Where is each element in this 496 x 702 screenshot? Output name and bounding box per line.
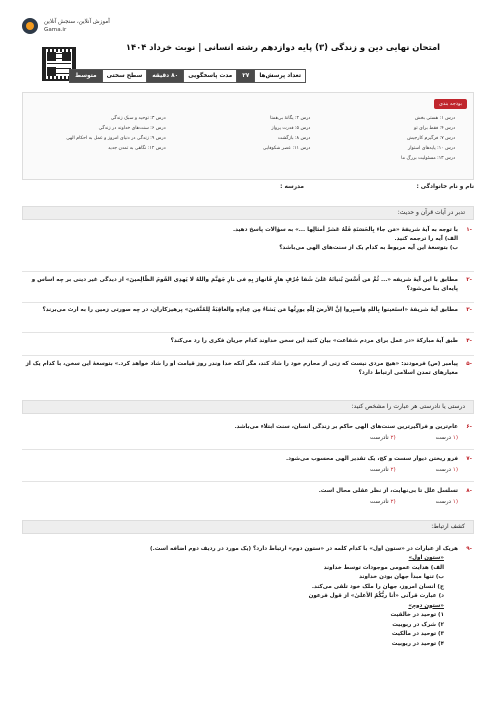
topic-item [33, 155, 166, 162]
topic-item: درس ۶: سنت‌های خداوند در زندگی [98, 126, 166, 131]
school-label: مدرسه : [280, 184, 304, 190]
gama-logo-icon [22, 18, 38, 34]
question-4: -۴ طبق آیهٔ مبارکهٔ «در عمل برای مردم شفاعت» بیان کنید این سخن خداوند کدام جریان فکری را رد می‌کند؟ [170, 338, 472, 344]
section-quran-hadith: تدبر در آیات قرآن و حدیث: [22, 206, 474, 220]
topic-item: درس ۷: فرگیرم کارجیش [407, 136, 455, 141]
topic-item: درس ۱۳: مسئولیت بزرگ ما [401, 156, 455, 161]
topic-item: درس ۲: یگانهٔ بی‌همتا [270, 116, 311, 121]
option-true[interactable]: (۱ درست [435, 499, 458, 505]
topics-badge: بودجه بندی [434, 99, 467, 109]
brand-site: Gama.ir [44, 27, 67, 33]
option-false[interactable]: (۲ نادرست [370, 499, 396, 505]
topics-box [22, 92, 474, 180]
question-1: -۱ با توجه به آیهٔ شریفهٔ «مَن جاءَ بِالحَسَنَةِ فَلَهُ عَشرُ أمثالِها ...» به سؤالات پاسخ دهید. الف) آیه را ترجمه کنید. ب) بتوسعهٔ این آیه مربوط به کدام یک از سنت‌های الهی می‌باشد؟ [233, 227, 472, 251]
topic-item: درس ۴: فقط برای تو [414, 126, 455, 131]
question-9: -۹ هریک از عبارات در «ستون اول» با کدام کلمه در «ستون دوم» ارتباط دارد؟ (یک مورد در ردیف دوم اضافه است.) «ستون اول» الف) هدایت عمومی موجودات توسط خداوند ب) تنها مبدأ جهان بودن خداوند ج) انسان امروز، جهان را ملک خود تلقی می‌کند. د) عبارت قرآنی «أنا ربُّکُمُ الأعلیٰ» از قول فرعون «ستون دوم» ۱) توحید در خالقیت ۲) شرک در ربوبیت ۳) توحید در مالکیت ۴) توحید در ربوبیت [22, 545, 474, 649]
option-false[interactable]: (۲ نادرست [370, 435, 396, 441]
topic-item: درس ۹: زندگی در دنیای امروز و عمل به احکام الهی [66, 136, 166, 141]
topic-item: درس ۱۲: نگاهی به تمدن جدید [108, 146, 166, 151]
stat-duration: مدت پاسخگویی ۸۰ دقیقه [146, 70, 236, 82]
topic-item [178, 155, 311, 162]
topics-list [33, 115, 455, 162]
option-false[interactable]: (۲ نادرست [370, 467, 396, 473]
student-info-row [22, 184, 474, 190]
question-8: -۸ تسلسل علل تا بی‌نهایت، از نظر عقلی محال است. (۱ درست (۲ نادرست [22, 487, 474, 507]
section-matching: کشف ارتباط: [22, 520, 474, 534]
brand[interactable] [22, 18, 110, 34]
true-false-options [22, 498, 458, 507]
matching-column-2: «ستون دوم» ۱) توحید در خالقیت ۲) شرک در ربوبیت ۳) توحید در مالکیت ۴) توحید در ربوبیت [390, 602, 444, 647]
question-7: -۷ فرو ریختن دیوار سست و کج، یک تقدیر الهی محسوب می‌شود. (۱ درست (۲ نادرست [22, 455, 474, 475]
question-3: -۳ مطابق آیهٔ شریفهٔ «استَعینوا بِاللهِ وَاصبِروا إنَّ الأرضَ لِلّهِ یورِثُها مَن یَشاءُ مِن عِبادِهِ والعاقِبَةُ لِلمُتَّقینَ» پرهیزکاران، در چه صورتی زمین را به ارث می‌برند؟ [42, 307, 472, 313]
question-5: -۵ پیامبر (ص) فرمودند: «هیچ مردی نیست که زنی از محارم خود را شاد کند، مگر آنکه خدا وندر روز قیامت او را شاد خواهد کرد.» بتوسعهٔ این سخن، با کدام یک از معیارهای تمدن اسلامی ارتباط دارد؟ [25, 361, 472, 376]
brand-tagline: آموزش آنلاین، سنجش آنلاین [44, 19, 110, 25]
header [0, 14, 496, 40]
topic-item: درس ۱۰: پایه‌های استوار [408, 146, 455, 151]
question-2: -۲ مطابق با این آیهٔ شریفه «... ثُمَّ مَن أَسَّسَ بُنیانَهُ عَلیٰ شَفا جُرُفٍ هارٍ فَانهارَ بِهِ فی نارِ جَهَنَّمَ واللهُ لا یَهدِی القَومَ الظّالِمینَ» از دیدگی غیر دینی بر چه اساس و پایه‌ای بنا می‌شود؟ [31, 277, 472, 292]
topic-item: درس ۸: بازگشت [277, 136, 311, 141]
stat-difficulty: سطح سختی متوسط [70, 70, 146, 82]
topic-item: درس ۵: قدرت پرواز [271, 126, 311, 131]
topic-item: درس ۱: هستی بخش [414, 116, 455, 121]
true-false-options [22, 466, 458, 475]
student-name-label: نام و نام خانوادگی : [416, 184, 474, 190]
matching-column-1: «ستون اول» الف) هدایت عمومی موجودات توسط خداوند ب) تنها مبدأ جهان بودن خداوند ج) انسان امروز، جهان را ملک خود تلقی می‌کند. د) عبارت قرآنی «أنا ربُّکُمُ الأعلیٰ» از قول فرعون [308, 555, 444, 599]
exam-stats [69, 69, 306, 83]
option-true[interactable]: (۱ درست [435, 467, 458, 473]
stat-question-count: تعداد پرسش‌ها ۲۷ [236, 70, 305, 82]
exam-title: امتحان نهایی دین و زندگی (۳) پایه دوازدهم رشته انسانی | نوبت خرداد ۱۴۰۴ [125, 42, 441, 52]
question-6: -۶ عام‌ترین و فراگیرترین سنت‌های الهی حاکم بر زندگی انسان، سنت ابتلاء می‌باشد. (۱ درست (۲ نادرست [22, 423, 474, 443]
option-true[interactable]: (۱ درست [435, 435, 458, 441]
true-false-options [22, 434, 458, 443]
section-true-false: درستی یا نادرستی هر عبارت را مشخص کنید: [22, 400, 474, 414]
topic-item: درس ۳: توحید و سبک زندگی [110, 116, 166, 121]
topic-item: درس ۱۱: عصر شکوفایی [262, 146, 311, 151]
